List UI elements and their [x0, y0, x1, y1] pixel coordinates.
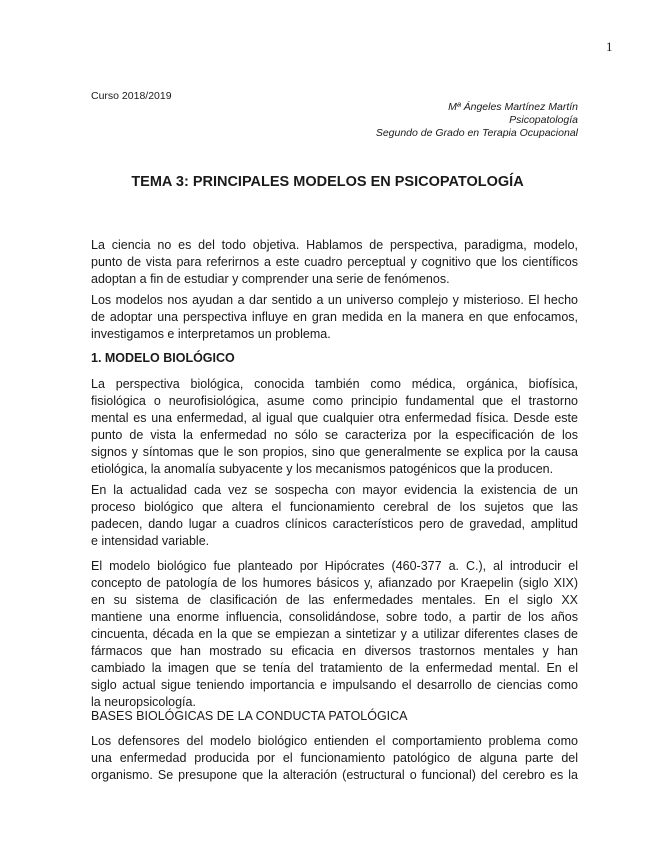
text-line: adoptan a fin de estudiar y comprender una serie de fenómenos. — [91, 272, 450, 286]
text-line: concepto de patología de los humores básicos y, afianzado por Kraepelin (siglo XIX) — [91, 576, 578, 590]
text-line: El modelo biológico fue planteado por Hipócrates (460-377 a. C.), al introducir el — [91, 559, 578, 573]
section-paragraph-3 — [91, 558, 578, 711]
text-line: organismo. Se presupone que la alteración (estructural o funcional) del cerebro es la — [91, 768, 578, 782]
text-line: e intensidad variable. — [91, 534, 210, 548]
course-year: Curso 2018/2019 — [91, 90, 172, 102]
section-heading: 1. MODELO BIOLÓGICO — [91, 351, 235, 365]
text-line: fármacos que han mostrado su eficacia en diversos trastornos mentales y han — [91, 644, 578, 658]
subject-name: Psicopatología — [509, 114, 578, 126]
text-line: fisiológica o neurofisiológica, asume como principio fundamental que el trastorno — [91, 394, 578, 408]
text-line: la neuropsicología. — [91, 695, 196, 709]
author-name: Mª Ángeles Martínez Martín — [448, 101, 578, 113]
text-line: La perspectiva biológica, conocida también como médica, orgánica, biofísica, — [91, 377, 578, 391]
text-line: Los modelos nos ayudan a dar sentido a un universo complejo y misterioso. El hecho — [91, 293, 578, 307]
text-line: mantiene una enorme influencia, consolidándose, sobre todo, a partir de los años — [91, 610, 578, 624]
text-line: investigamos e interpretamos un problema. — [91, 327, 331, 341]
text-line: en su sistema de clasificación de las enfermedades mentales. En el siglo XX — [91, 593, 578, 607]
text-line: etiológica, la anomalía subyacente y los mecanismos patogénicos que la producen. — [91, 462, 554, 476]
section-paragraph-2 — [91, 482, 578, 550]
degree-name: Segundo de Grado en Terapia Ocupacional — [375, 127, 578, 139]
text-line: cambiado la imagen que se tenía del tratamiento de la enfermedad mental. En el — [91, 661, 578, 675]
text-line: una enfermedad producida por el funcionamiento patológico de alguna parte del — [91, 751, 578, 765]
text-line: punto de vista la enfermedad no sólo se caracteriza por la especificación de los — [91, 428, 578, 442]
text-line: cincuenta, década en la que se empiezan a sintetizar y a utilizar diferentes clases de — [91, 627, 578, 641]
author-block — [376, 101, 578, 140]
document-title: TEMA 3: PRINCIPALES MODELOS EN PSICOPATOLOGÍA — [131, 174, 524, 190]
text-line: siglo actual sigue teniendo importancia e impulsando el desarrollo de ciencias como — [91, 678, 578, 692]
text-line: proceso biológico que altera el funcionamiento cerebral de los sujetos que las — [91, 500, 578, 514]
intro-paragraph-1 — [91, 237, 578, 288]
text-line: punto de vista para referirnos a este cuadro perceptual y cognitivo que los científicos — [91, 255, 578, 269]
text-line: La ciencia no es del todo objetiva. Hablamos de perspectiva, paradigma, modelo, — [91, 238, 578, 252]
text-line: de adoptar una perspectiva influye en gran medida en la manera en que enfocamos, — [91, 310, 578, 324]
text-line: En la actualidad cada vez se sospecha con mayor evidencia la existencia de un — [91, 483, 578, 497]
text-line: mental es una enfermedad, al igual que cualquier otra enfermedad física. Desde este — [91, 411, 578, 425]
section-paragraph-1 — [91, 376, 578, 478]
intro-paragraph-2 — [91, 292, 578, 343]
page-number: 1 — [606, 39, 613, 54]
text-line: padecen, dando lugar a cuadros clínicos característicos pero de gravedad, amplitud — [91, 517, 578, 531]
text-line: signos y síntomas que le son propios, sino que generalmente se explica por la causa — [91, 445, 578, 459]
subsection-paragraph — [91, 733, 578, 784]
text-line: Los defensores del modelo biológico entienden el comportamiento problema como — [91, 734, 578, 748]
subsection-heading: BASES BIOLÓGICAS DE LA CONDUCTA PATOLÓGICA — [91, 709, 408, 723]
